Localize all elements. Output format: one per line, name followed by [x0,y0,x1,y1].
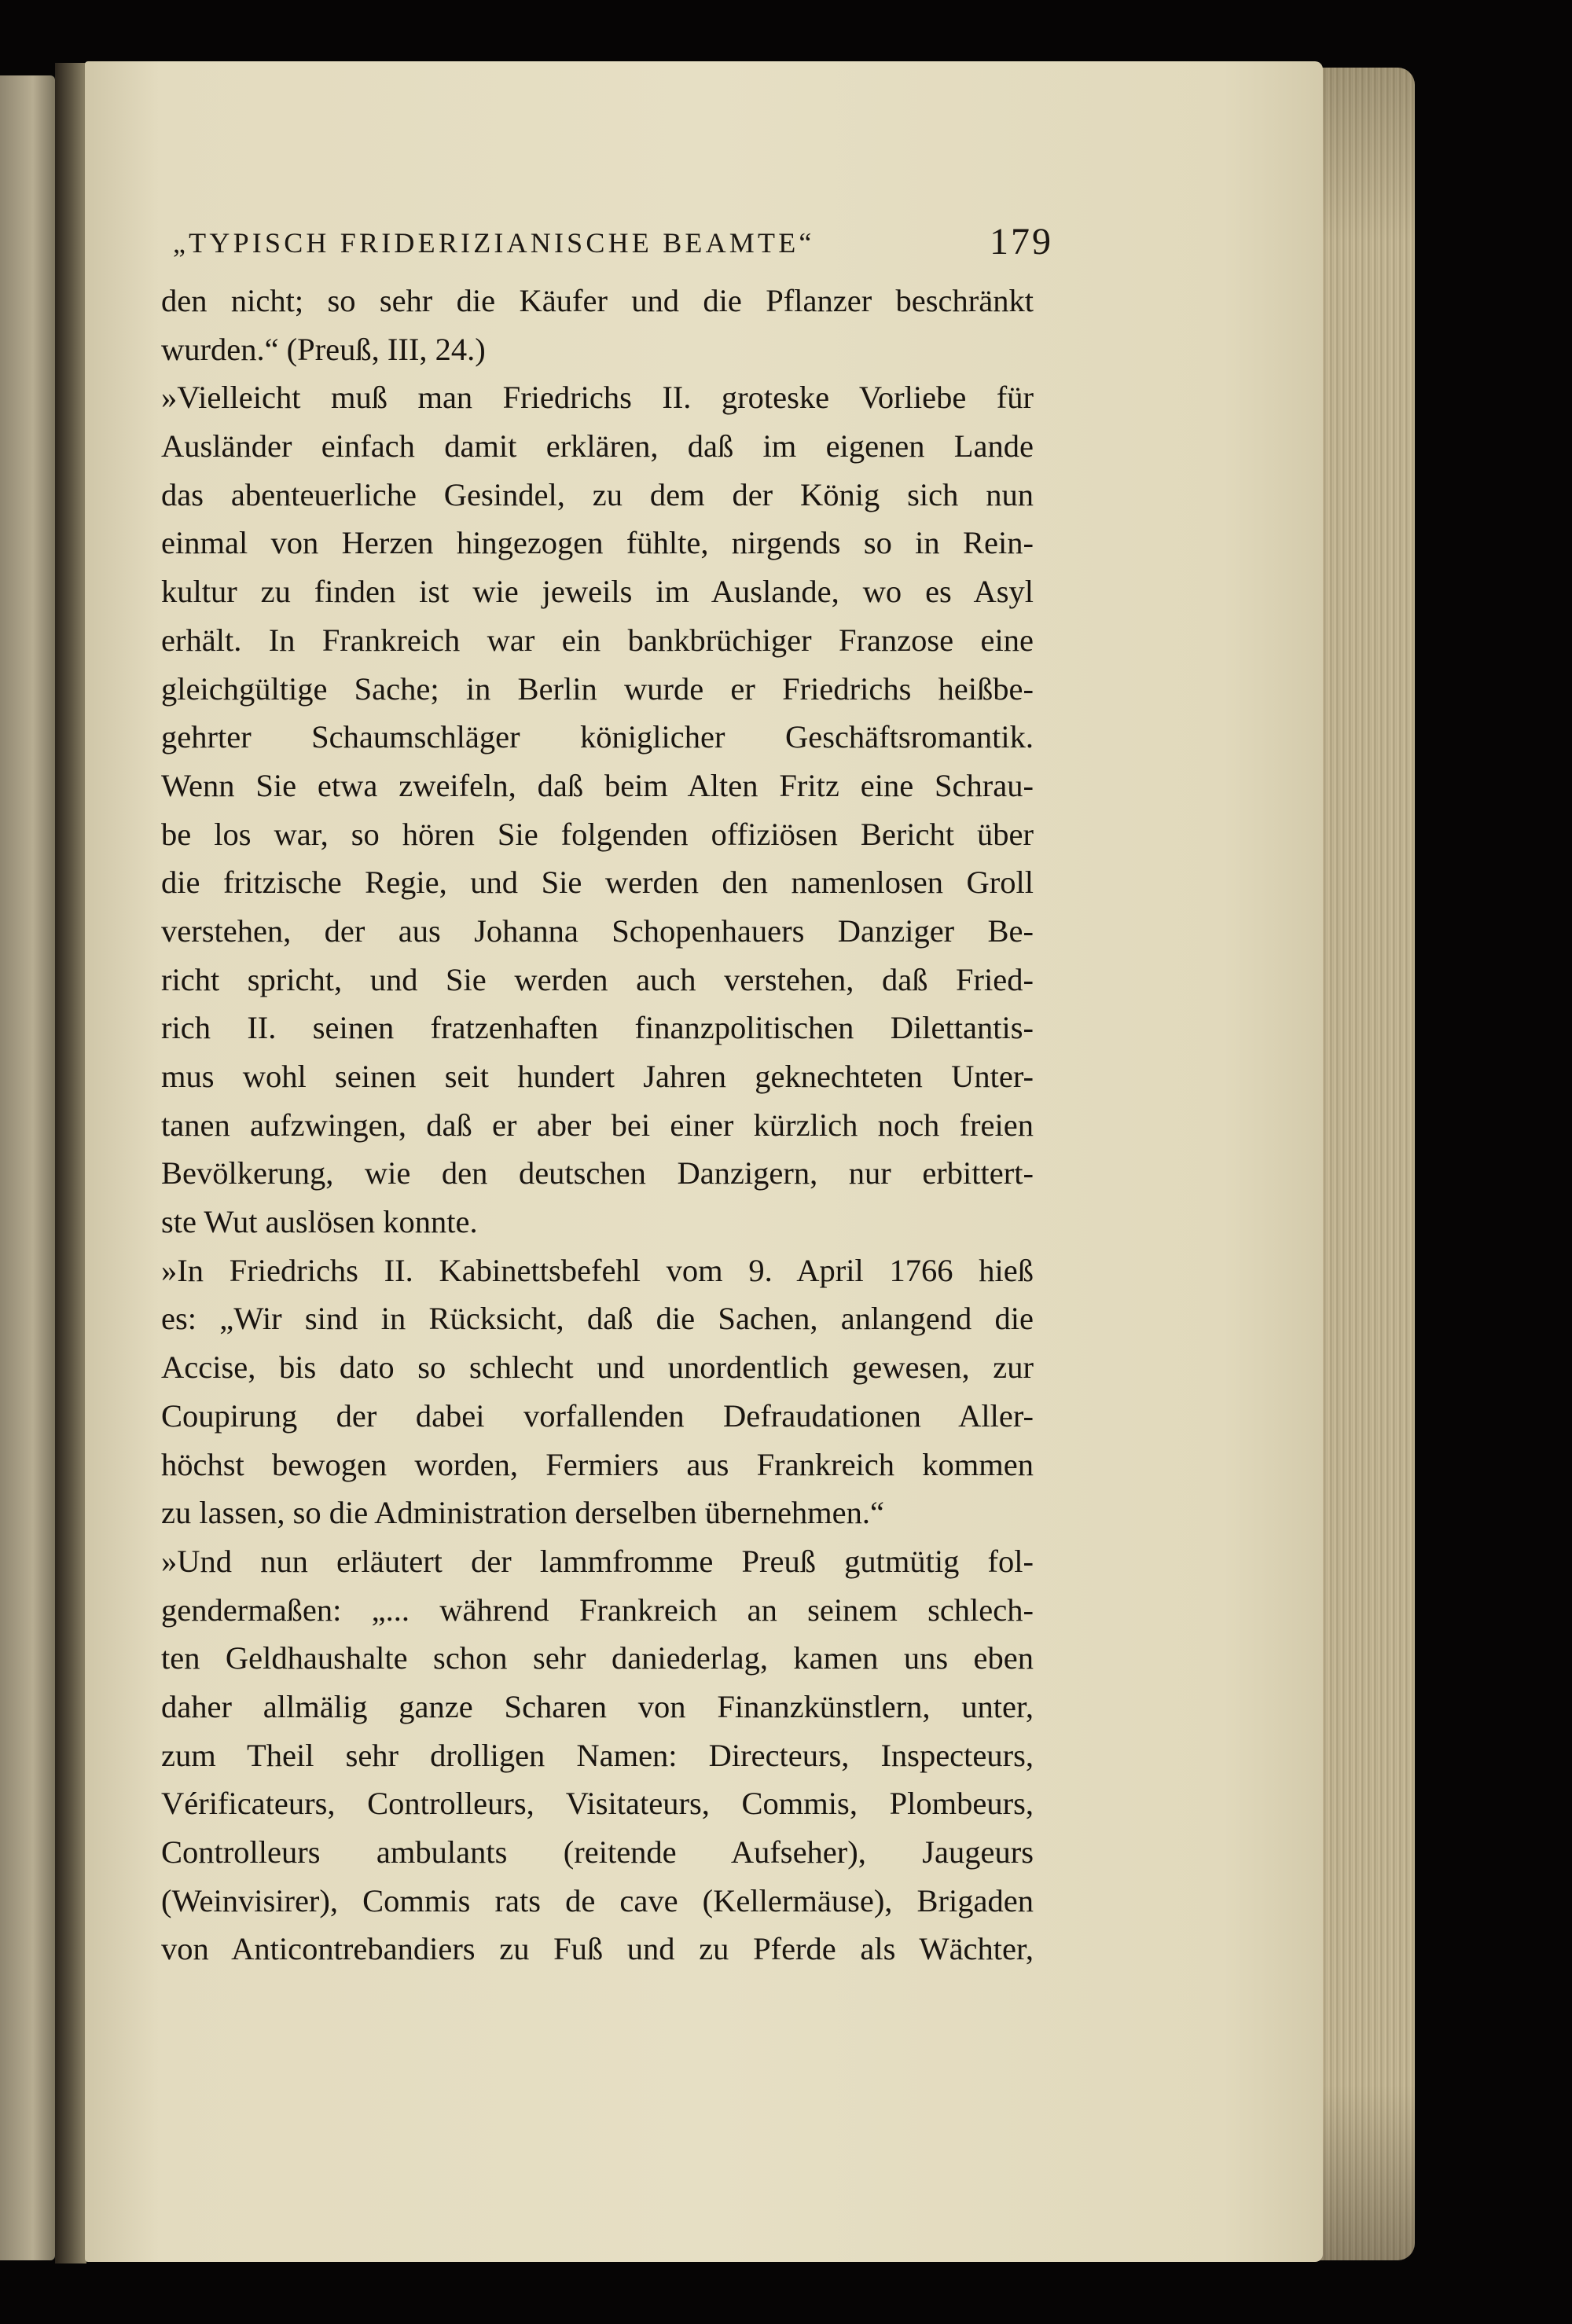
text-line: »Und nun erläutert der lammfromme Preuß gutmütig fol- [161,1543,1034,1579]
text-line: Vérificateurs, Controlleurs, Visitateurs, Commis, Plombeurs, [161,1786,1034,1822]
running-head [173,220,1053,275]
running-head-title: „TYPISCH FRIDERIZIANISCHE BEAMTE“ [173,227,815,259]
text-line: zu lassen, so die Administration derselben übernehmen.“ [161,1495,885,1531]
text-line: tanen aufzwingen, daß er aber bei einer kürzlich noch freien [161,1107,1034,1143]
text-line: rich II. seinen fratzenhaften finanzpolitischen Dilettantis- [161,1010,1034,1046]
text-line: wurden.“ (Preuß, III, 24.) [161,331,486,367]
previous-page-edge [0,75,55,2260]
text-line: »In Friedrichs II. Kabinettsbefehl vom 9. April 1766 hieß [161,1252,1034,1288]
text-line: höchst bewogen worden, Fermiers aus Frankreich kommen [161,1446,1034,1482]
text-line: einmal von Herzen hingezogen fühlte, nirgends so in Rein- [161,525,1034,561]
text-line: Ausländer einfach damit erklären, daß im eigenen Lande [161,428,1034,464]
text-line: Bevölkerung, wie den deutschen Danzigern, nur erbittert- [161,1155,1034,1191]
text-line: ste Wut auslösen konnte. [161,1204,478,1240]
book-gutter [55,63,86,2263]
text-line: »Vielleicht muß man Friedrichs II. groteske Vorliebe für [161,380,1034,416]
text-line: von Anticontrebandiers zu Fuß und zu Pferde als Wächter, [161,1931,1034,1967]
text-line: es: „Wir sind in Rücksicht, daß die Sachen, anlangend die [161,1301,1034,1337]
text-line: Coupirung der dabei vorfallenden Defraudationen Aller- [161,1397,1034,1434]
text-line: zum Theil sehr drolligen Namen: Directeurs, Inspecteurs, [161,1737,1034,1773]
text-line: den nicht; so sehr die Käufer und die Pflanzer beschränkt [161,283,1034,318]
text-line: richt spricht, und Sie werden auch verstehen, daß Fried- [161,961,1034,997]
text-line: die fritzische Regie, und Sie werden den namenlosen Groll [161,865,1034,901]
text-line: kultur zu finden ist wie jeweils im Auslande, wo es Asyl [161,574,1034,610]
body-text [161,277,1034,1973]
text-line: Wenn Sie etwa zweifeln, daß beim Alten Fritz eine Schrau- [161,767,1034,803]
page-number: 179 [990,221,1053,263]
text-line: Controlleurs ambulants (reitende Aufseher), Jaugeurs [161,1834,1034,1870]
text-line: erhält. In Frankreich war ein bankbrüchiger Franzose eine [161,622,1034,658]
text-line: mus wohl seinen seit hundert Jahren geknechteten Unter- [161,1059,1034,1094]
text-line: verstehen, der aus Johanna Schopenhauers Danziger Be- [161,912,1034,949]
text-line: be los war, so hören Sie folgenden offiziösen Bericht über [161,816,1034,852]
text-line: gehrter Schaumschläger königlicher Geschäftsromantik. [161,719,1034,755]
text-line: daher allmälig ganze Scharen von Finanzkünstlern, unter, [161,1688,1034,1724]
text-line: Accise, bis dato so schlecht und unordentlich gewesen, zur [161,1349,1034,1386]
text-line: gleichgültige Sache; in Berlin wurde er Friedrichs heißbe- [161,670,1034,707]
text-line: das abenteuerliche Gesindel, zu dem der König sich nun [161,476,1034,512]
text-line: ten Geldhaushalte schon sehr daniederlag, kamen uns eben [161,1640,1034,1676]
text-line: gendermaßen: „... während Frankreich an seinem schlech- [161,1592,1034,1628]
text-line: (Weinvisirer), Commis rats de cave (Kellermäuse), Brigaden [161,1882,1034,1918]
